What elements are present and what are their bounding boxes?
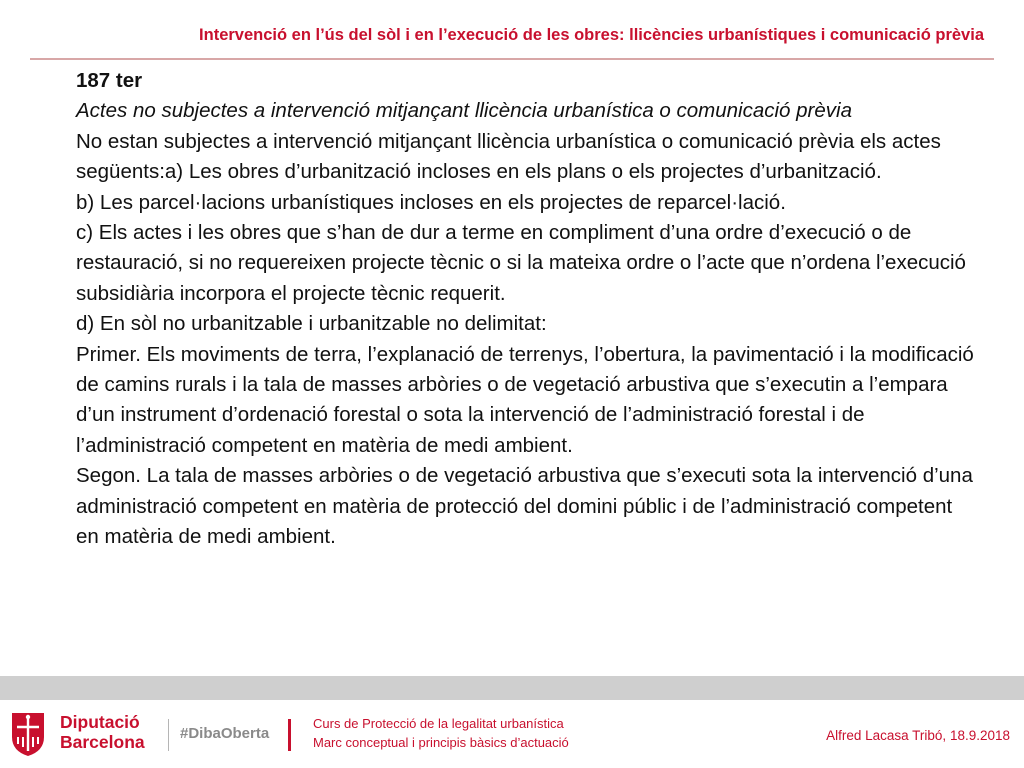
article-paragraph: b) Les parcel·lacions urbanístiques incloses en els projectes de reparcel·lació.: [76, 190, 786, 214]
footer-divider: [168, 719, 169, 751]
footer-band: [0, 676, 1024, 700]
slide-header-title: Intervenció en l’ús del sòl i en l’execució de les obres: llicències urbanístiques i comunicació prèvia: [199, 26, 984, 44]
article-paragraph: No estan subjectes a intervenció mitjançant llicència urbanística o comunicació prèvia els actes següents:a) Les obres d’urbanització incloses en els plans o els projectes d’urbanització.: [76, 129, 941, 184]
diputacio-shield-icon: [10, 711, 46, 757]
article-paragraph: d) En sòl no urbanitzable i urbanitzable no delimitat:: [76, 312, 547, 336]
course-info: [313, 714, 569, 752]
hashtag: #DibaOberta: [180, 725, 270, 742]
organization-name: [60, 712, 145, 752]
course-title: Curs de Protecció de la legalitat urbanística: [313, 716, 564, 731]
article-title: Actes no subjectes a intervenció mitjançant llicència urbanística o comunicació prèvia: [76, 99, 852, 123]
footer: [0, 700, 1024, 768]
footer-red-divider: [288, 719, 291, 751]
article-paragraph: c) Els actes i les obres que s’han de dur a terme en compliment d’una ordre d’execució o de restauració, si no requereixen projecte tècnic o si la mateixa ordre o l’acte que n’ordena l’execució subsidiària incorpora el projecte tècnic requerit.: [76, 221, 966, 305]
author-date: Alfred Lacasa Tribó, 18.9.2018: [826, 728, 1010, 743]
article-paragraph: Segon. La tala de masses arbòries o de vegetació arbustiva que s’executi sota la intervenció d’una administració competent en matèria de protecció del domini públic i de l’administració competent en matèria de medi ambient.: [76, 464, 973, 549]
logo-line-2: Barcelona: [60, 732, 145, 752]
article-paragraph: Primer. Els moviments de terra, l’explanació de terrenys, l’obertura, la pavimentació i la modificació de camins rurals i la tala de masses arbòries o de vegetació arbustiva que s’executin a l’empara d’un instrument d’ordenació forestal o sota la intervenció de l’administració forestal i de l’administració competent en matèria de medi ambient.: [76, 342, 974, 457]
article-number: 187 ter: [76, 69, 143, 92]
article-body: [76, 66, 976, 553]
logo-line-1: Diputació: [60, 712, 140, 732]
course-subtitle: Marc conceptual i principis bàsics d’actuació: [313, 735, 569, 750]
header-divider: [30, 58, 994, 60]
